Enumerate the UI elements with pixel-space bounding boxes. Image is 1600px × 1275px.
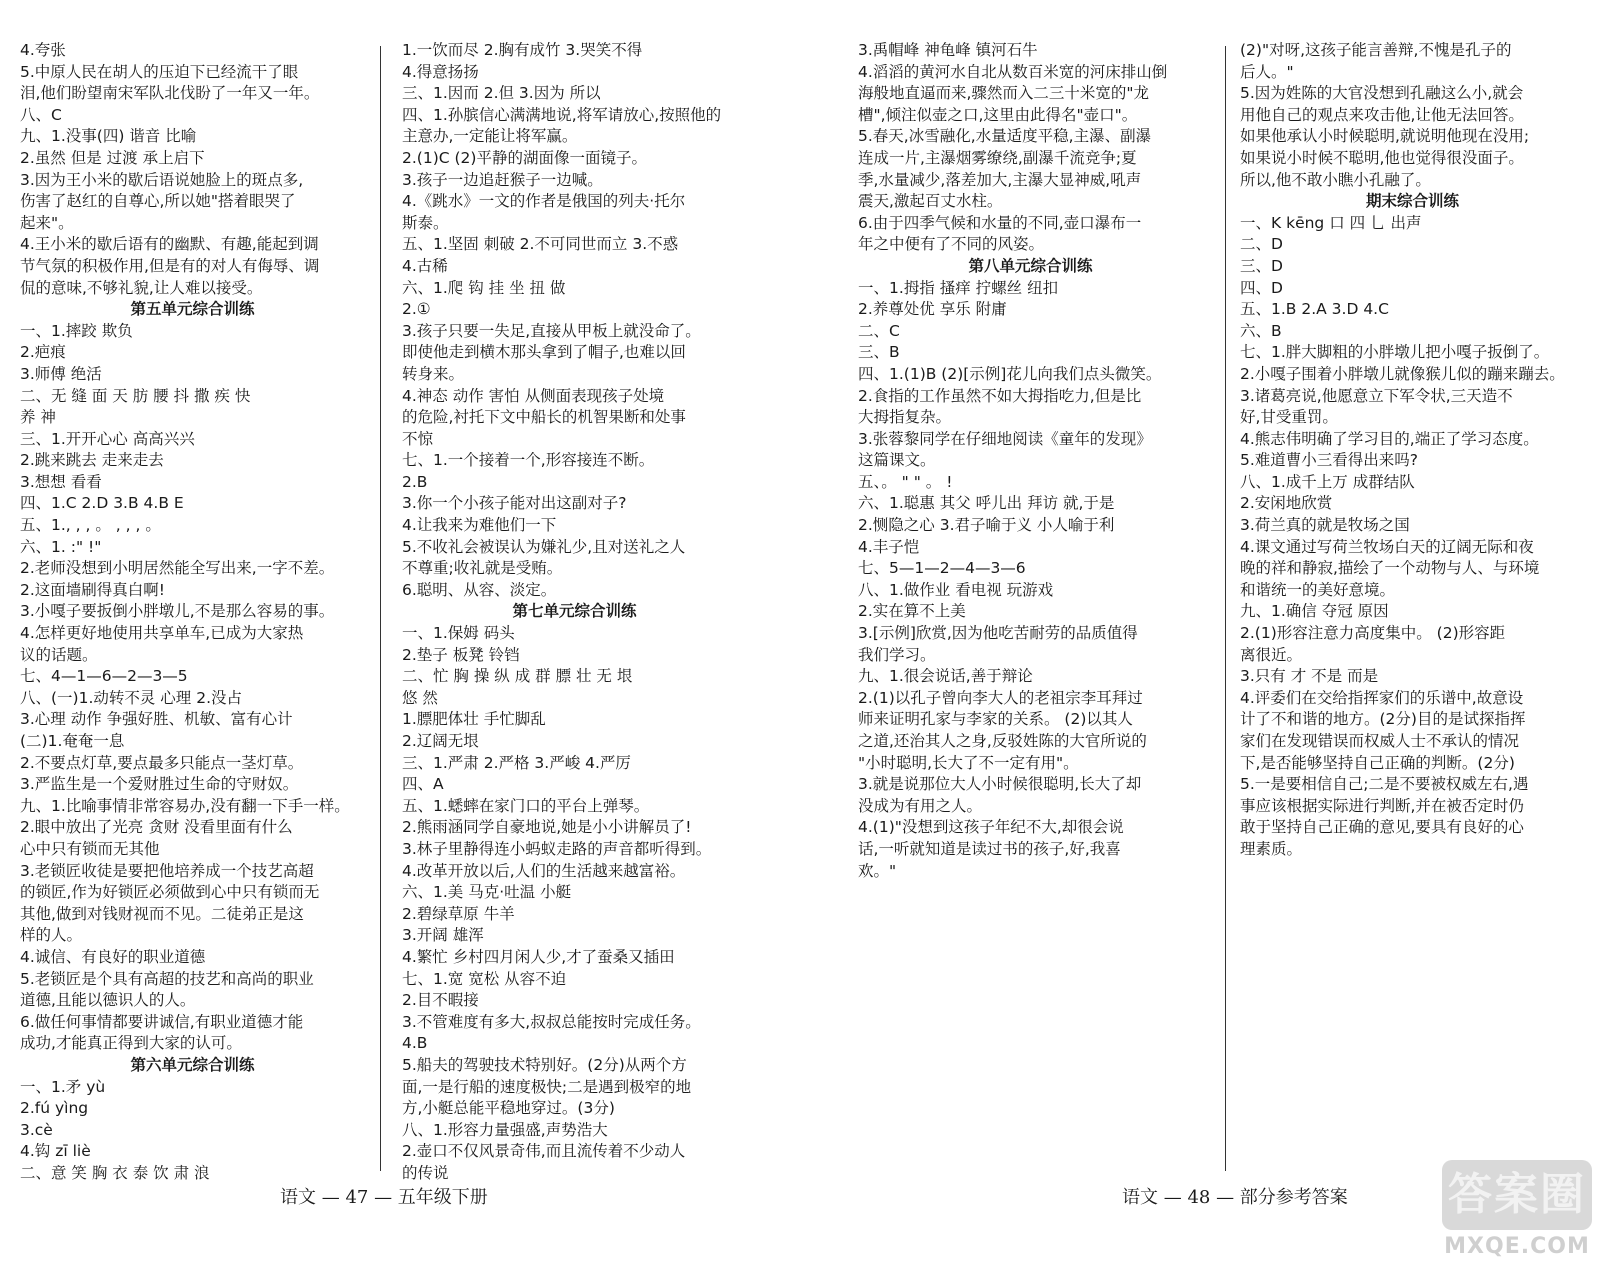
answer-line: 三、B: [858, 343, 900, 362]
answer-line: 4.得意扬扬: [402, 62, 479, 81]
answer-line: 五、1.B 2.A 3.D 4.C: [1240, 300, 1389, 319]
answer-line: 4.钩 zī liè: [20, 1142, 91, 1161]
answer-line: 七、1.一个接着一个,形容接连不断。: [402, 451, 655, 470]
answer-line: 2.疤痕: [20, 343, 66, 362]
answer-line: 三、1.严肃 2.严格 3.严峻 4.严厉: [402, 753, 631, 772]
answer-line: 四、1.C 2.D 3.B 4.B E: [20, 494, 184, 513]
answer-line: 后人。": [1240, 62, 1294, 81]
answer-line: 和谐统一的美好意境。: [1240, 580, 1396, 599]
answer-line: 六、B: [1240, 321, 1282, 340]
watermark-url: MXQE.COM: [1444, 1234, 1590, 1259]
answer-line: 成功,才能真正得到大家的认可。: [20, 1034, 242, 1053]
answer-line: 6.做任何事情都要讲诚信,有职业道德才能: [20, 1012, 304, 1031]
answer-line: 计了不和谐的地方。(2分)目的是试探指挥: [1240, 710, 1526, 729]
answer-column-3: [858, 40, 1203, 882]
answer-line: 方,小艇总能平稳地穿过。(3分): [402, 1099, 615, 1118]
answer-line: 4.课文通过写荷兰牧场白天的辽阔无际和夜: [1240, 537, 1534, 556]
answer-line: 二、D: [1240, 235, 1283, 254]
answer-line: 4.改革开放以后,人们的生活越来越富裕。: [402, 861, 686, 880]
answer-line: 4.诚信、有良好的职业道德: [20, 947, 206, 966]
answer-line: 四、A: [402, 775, 444, 794]
answer-line: 2.①: [402, 300, 431, 319]
answer-column-1: [20, 40, 365, 1184]
answer-line: 三、1.因而 2.但 3.因为 所以: [402, 84, 601, 103]
answer-line: 不尊重;收礼就是受贿。: [402, 559, 563, 578]
answer-line: 海般地直逼而来,骤然而入二三十米宽的"龙: [858, 84, 1150, 103]
answer-line: 的锁匠,作为好锁匠必须做到心中只有锁而无: [20, 883, 320, 902]
answer-line: 敢于坚持自己正确的意见,要具有良好的心: [1240, 818, 1524, 837]
answer-line: 3.只有 才 不是 而是: [1240, 667, 1379, 686]
answer-line: 3.心理 动作 争强好胜、机敏、富有心计: [20, 710, 293, 729]
answer-line: 二、意 笑 胸 衣 泰 饮 肃 浪: [20, 1163, 210, 1182]
answer-line: 震天,激起百丈水柱。: [858, 192, 1003, 211]
answer-line: 悠 然: [402, 688, 438, 707]
answer-line: 2.眼中放出了光亮 贪财 没看里面有什么: [20, 818, 293, 837]
column-divider: [380, 46, 381, 1171]
answer-line: 九、1.比喻事情非常容易办,没有翻一下手一样。: [20, 796, 350, 815]
answer-line: 理素质。: [1240, 839, 1303, 858]
answer-line: 2.(1)C (2)平静的湖面像一面镜子。: [402, 148, 647, 167]
answer-line: 如果说小时候不聪明,他也觉得很没面子。: [1240, 148, 1524, 167]
answer-line: 话,一听就知道是读过书的孩子,好,我喜: [858, 839, 1121, 858]
answer-line: 七、1.宽 宽松 从容不迫: [402, 969, 567, 988]
answer-line: 2.这面墙刷得真白啊!: [20, 580, 166, 599]
answer-line: 六、1. :" !": [20, 537, 102, 556]
answer-line: 事应该根据实际进行判断,并在被否定时仍: [1240, 796, 1524, 815]
answer-line: 2.垫子 板凳 铃铛: [402, 645, 520, 664]
answer-line: 侃的意味,不够礼貌,让人难以接受。: [20, 278, 263, 297]
answer-line: 3.师傅 绝活: [20, 364, 102, 383]
answer-line: 节气氛的积极作用,但是有的对人有侮辱、调: [20, 256, 320, 275]
answer-line: 3.张蓉黎同学在仔细地阅读《童年的发现》: [858, 429, 1152, 448]
answer-line: 七、5—1—2—4—3—6: [858, 559, 1026, 578]
answer-line: 5.中原人民在胡人的压迫下已经流干了眼: [20, 62, 299, 81]
answer-line: 2.fú yìng: [20, 1099, 89, 1118]
answer-line: 3.孩子一边追赶猴子一边喊。: [402, 170, 603, 189]
answer-line: 四、1.孙膑信心满满地说,将军请放心,按照他的: [402, 105, 722, 124]
answer-line: 一、1.摔跤 欺负: [20, 321, 133, 340]
answer-line: 泪,他们盼望南宋军队北伐盼了一年又一年。: [20, 84, 320, 103]
answer-line: 五、1., , , 。 , , , 。: [20, 516, 161, 535]
answer-line: 3.小嘎子要扳倒小胖墩儿,不是那么容易的事。: [20, 602, 335, 621]
answer-line: 槽",倾注似壶之口,这里由此得名"壶口"。: [858, 105, 1138, 124]
answer-line: 八、1.成千上万 成群结队: [1240, 472, 1415, 491]
section-heading: 第六单元综合训练: [130, 1055, 255, 1074]
answer-line: 转身来。: [402, 364, 465, 383]
answer-line: 4.王小米的歇后语有的幽默、有趣,能起到调: [20, 235, 319, 254]
answer-line: 好,甘受重罚。: [1240, 408, 1338, 427]
answer-line: 四、D: [1240, 278, 1283, 297]
answer-line: 2.(1)形容注意力高度集中。 (2)形容距: [1240, 624, 1506, 643]
answer-line: 议的话题。: [20, 645, 98, 664]
answer-line: 欢。": [858, 861, 897, 880]
answer-line: 3.就是说那位大人小时候很聪明,长大了却: [858, 775, 1142, 794]
page-footer-48: 语文 — 48 — 部分参考答案: [1122, 1187, 1348, 1208]
answer-line: 4.怎样更好地使用共享单车,已成为大家热: [20, 624, 304, 643]
page-footer-47: 语文 — 47 — 五年级下册: [280, 1187, 488, 1208]
answer-line: 晚的祥和静寂,描绘了一个动物与人、与环境: [1240, 559, 1540, 578]
answer-line: 五、1.蟋蟀在家门口的平台上弹琴。: [402, 796, 650, 815]
answer-line: 5.老锁匠是个具有高超的技艺和高尚的职业: [20, 969, 314, 988]
watermark: [1442, 1160, 1592, 1264]
answer-line: 师来证明孔家与李家的关系。 (2)以其人: [858, 710, 1133, 729]
answer-line: (2)"对呀,这孩子能言善辩,不愧是孔子的: [1240, 41, 1512, 59]
answer-line: 二、C: [858, 321, 900, 340]
answer-line: 3.开阔 雄浑: [402, 926, 484, 945]
answer-line: 4.《跳水》一文的作者是俄国的列夫·托尔: [402, 192, 686, 211]
column-divider: [1225, 46, 1226, 1171]
answer-line: 4.夸张: [20, 41, 66, 59]
answer-line: 3.因为王小米的歇后语说她脸上的斑点多,: [20, 170, 304, 189]
answer-line: 2.养尊处优 享乐 附庸: [858, 300, 1007, 319]
answer-line: 2.小嘎子围着小胖墩儿就像猴儿似的蹦来蹦去。: [1240, 364, 1565, 383]
answer-line: 2.实在算不上美: [858, 602, 966, 621]
answer-line: 3.孩子只要一失足,直接从甲板上就没命了。: [402, 321, 701, 340]
watermark-logo: 答案圈: [1442, 1160, 1592, 1230]
answer-line: 4.(1)"没想到这孩子年纪不大,却很会说: [858, 818, 1124, 837]
answer-column-4: [1240, 40, 1585, 861]
answer-line: 4.繁忙 乡村四月闲人少,才了蚕桑又插田: [402, 947, 675, 966]
answer-line: 的传说: [402, 1163, 449, 1182]
answer-line: 3.想想 看看: [20, 472, 102, 491]
answer-line: 一、1.保姆 码头: [402, 624, 515, 643]
answer-line: 养 神: [20, 408, 56, 427]
answer-line: 2.熊雨涵同学自豪地说,她是小小讲解员了!: [402, 818, 692, 837]
answer-line: 用他自己的观点来攻击他,让他无法回答。: [1240, 105, 1524, 124]
answer-line: 1.膘肥体壮 手忙脚乱: [402, 710, 546, 729]
answer-line: 七、1.胖大脚粗的小胖墩儿把小嘎子扳倒了。: [1240, 343, 1550, 362]
answer-column-2: [402, 40, 747, 1184]
answer-line: 九、1.确信 夺冠 原因: [1240, 602, 1389, 621]
answer-line: 2.不要点灯草,要点最多只能点一茎灯草。: [20, 753, 304, 772]
answer-line: 2.(1)以孔子曾向李大人的老祖宗李耳拜过: [858, 688, 1143, 707]
answer-line: 年之中便有了不同的风姿。: [858, 235, 1045, 254]
answer-line: 连成一片,主瀑烟雾缭绕,副瀑千流竞争;夏: [858, 148, 1137, 167]
answer-line: 4.熊志伟明确了学习目的,端正了学习态度。: [1240, 429, 1539, 448]
answer-line: 道德,且能以德识人的人。: [20, 991, 196, 1010]
answer-line: 三、D: [1240, 256, 1283, 275]
answer-line: 一、K kēng 口 四 乚 出声: [1240, 213, 1422, 232]
section-heading: 第八单元综合训练: [968, 256, 1093, 275]
answer-line: 2.辽阔无垠: [402, 732, 479, 750]
answer-line: 3.你一个小孩子能对出这副对子?: [402, 494, 627, 513]
answer-line: 3.[示例]欣赏,因为他吃苦耐劳的品质值得: [858, 624, 1138, 643]
answer-line: 如果他承认小时候聪明,就说明他现在没用;: [1240, 127, 1530, 146]
answer-line: 七、4—1—6—2—3—5: [20, 667, 188, 686]
answer-line: 即使他走到横木那头拿到了帽子,也难以回: [402, 343, 686, 362]
answer-line: 2.跳来跳去 走来走去: [20, 451, 164, 470]
answer-line: 所以,他不敢小瞧小孔融了。: [1240, 170, 1431, 189]
answer-line: 五、1.坚固 刺破 2.不可同世而立 3.不惑: [402, 235, 679, 254]
answer-line: 2.安闲地欣赏: [1240, 494, 1333, 513]
answer-line: 2.老师没想到小明居然能全写出来,一字不差。: [20, 559, 335, 578]
answer-line: 面,一是行船的速度极快;二是遇到极窄的地: [402, 1077, 692, 1096]
answer-line: (二)1.奄奄一息: [20, 732, 125, 750]
answer-line: 六、1.美 马克·吐温 小艇: [402, 883, 572, 902]
answer-line: 5.难道曹小三看得出来吗?: [1240, 451, 1419, 470]
answer-line: 5.一是要相信自己;二是不要被权威左右,遇: [1240, 775, 1529, 794]
answer-line: 1.一饮而尽 2.胸有成竹 3.哭笑不得: [402, 41, 643, 59]
answer-line: 主意办,一定能让将军赢。: [402, 127, 578, 146]
answer-line: 5.因为姓陈的大官没想到孔融这么小,就会: [1240, 84, 1524, 103]
answer-line: 一、1.矛 yù: [20, 1077, 106, 1096]
answer-line: 4.神态 动作 害怕 从侧面表现孩子处境: [402, 386, 665, 405]
answer-line: 六、1.聪惠 其父 呼儿出 拜访 就,于是: [858, 494, 1115, 513]
section-heading: 期末综合训练: [1365, 192, 1459, 211]
answer-line: 2.恻隐之心 3.君子喻于义 小人喻于利: [858, 516, 1115, 535]
section-heading: 第五单元综合训练: [130, 300, 255, 319]
answer-line: 5.不收礼会被误认为嫌礼少,且对送礼之人: [402, 537, 686, 556]
answer-line: 2.壶口不仅风景奇伟,而且流传着不少动人: [402, 1142, 686, 1161]
answer-line: 样的人。: [20, 926, 83, 945]
answer-line: 下,是否能够坚持自己正确的判断。(2分): [1240, 753, 1515, 772]
answer-line: 的危险,衬托下文中船长的机智果断和处事: [402, 408, 686, 427]
answer-line: 3.林子里静得连小蚂蚁走路的声音都听得到。: [402, 839, 712, 858]
answer-line: 4.评委们在交给指挥家们的乐谱中,故意设: [1240, 688, 1524, 707]
answer-line: 4.丰子恺: [858, 537, 920, 556]
answer-line: 二、无 缝 面 天 肪 腰 抖 撒 疾 快: [20, 386, 251, 405]
answer-line: 2.碧绿草原 牛羊: [402, 904, 515, 923]
answer-line: 家们在发现错误而权威人士不承认的情况: [1240, 732, 1520, 750]
answer-line: 之道,还治其人之身,反驳姓陈的大官所说的: [858, 732, 1147, 750]
answer-line: 4.让我来为难他们一下: [402, 516, 557, 535]
answer-line: 3.老锁匠收徒是要把他培养成一个技艺高超: [20, 861, 314, 880]
answer-line: 4.滔滔的黄河水自北从数百米宽的河床排山倒: [858, 62, 1168, 81]
answer-line: 一、1.拇指 搔痒 拧螺丝 纽扣: [858, 278, 1059, 297]
answer-line: 4.B: [402, 1034, 428, 1053]
answer-line: 斯泰。: [402, 213, 449, 232]
answer-line: 离很近。: [1240, 645, 1303, 664]
answer-line: 其他,做到对钱财视而不见。二徒弟正是这: [20, 904, 304, 923]
answer-line: 二、忙 胸 操 纵 成 群 膘 壮 无 垠: [402, 667, 633, 686]
answer-line: 九、1.很会说话,善于辩论: [858, 667, 1033, 686]
answer-line: 三、1.开开心心 高高兴兴: [20, 429, 195, 448]
answer-line: 季,水量减少,落差加大,主瀑大显神威,吼声: [858, 170, 1142, 189]
answer-line: 3.诸葛亮说,他愿意立下军令状,三天造不: [1240, 386, 1513, 405]
answer-line: 3.cè: [20, 1120, 53, 1139]
answer-line: 2.B: [402, 472, 428, 491]
answer-line: 心中只有锁而无其他: [20, 839, 160, 858]
answer-line: 3.不管难度有多大,叔叔总能按时完成任务。: [402, 1012, 701, 1031]
answer-line: 起来"。: [20, 213, 74, 232]
answer-line: 2.目不暇接: [402, 991, 479, 1010]
answer-line: 3.严监生是一个爱财胜过生命的守财奴。: [20, 775, 299, 794]
answer-line: 六、1.爬 钩 挂 坐 扭 做: [402, 278, 566, 297]
answer-line: 2.食指的工作虽然不如大拇指吃力,但是比: [858, 386, 1142, 405]
section-heading: 第七单元综合训练: [512, 602, 637, 621]
answer-line: 八、1.形容力量强盛,声势浩大: [402, 1120, 608, 1139]
answer-line: 4.古稀: [402, 256, 448, 275]
answer-line: "小时聪明,长大了不一定有用"。: [858, 753, 1079, 772]
answer-line: 5.春天,冰雪融化,水量适度平稳,主瀑、副瀑: [858, 127, 1152, 146]
answer-line: 大拇指复杂。: [858, 408, 952, 427]
answer-line: 四、1.(1)B (2)[示例]花儿向我们点头微笑。: [858, 364, 1162, 383]
answer-line: 这篇课文。: [858, 451, 936, 470]
answer-line: 6.聪明、从容、淡定。: [402, 580, 557, 599]
answer-line: 3.荷兰真的就是牧场之国: [1240, 516, 1410, 535]
answer-line: 八、1.做作业 看电视 玩游戏: [858, 580, 1054, 599]
answer-line: 5.船夫的驾驶技术特别好。(2分)从两个方: [402, 1055, 687, 1074]
answer-line: 我们学习。: [858, 645, 936, 664]
answer-line: 不惊: [402, 429, 434, 448]
answer-line: 3.禹帽峰 神龟峰 镇河石牛: [858, 41, 1038, 59]
answer-line: 八、(一)1.动转不灵 心理 2.没占: [20, 688, 243, 707]
answer-line: 6.由于四季气候和水量的不同,壶口瀑布一: [858, 213, 1142, 232]
answer-line: 没成为有用之人。: [858, 796, 983, 815]
answer-line: 九、1.没事(四) 谐音 比喻: [20, 127, 197, 146]
answer-line: 八、C: [20, 105, 62, 124]
answer-line: 2.虽然 但是 过渡 承上启下: [20, 148, 205, 167]
answer-line: 五、。 " " 。 !: [858, 472, 953, 491]
answer-line: 伤害了赵红的自尊心,所以她"搭着眼哭了: [20, 192, 296, 211]
